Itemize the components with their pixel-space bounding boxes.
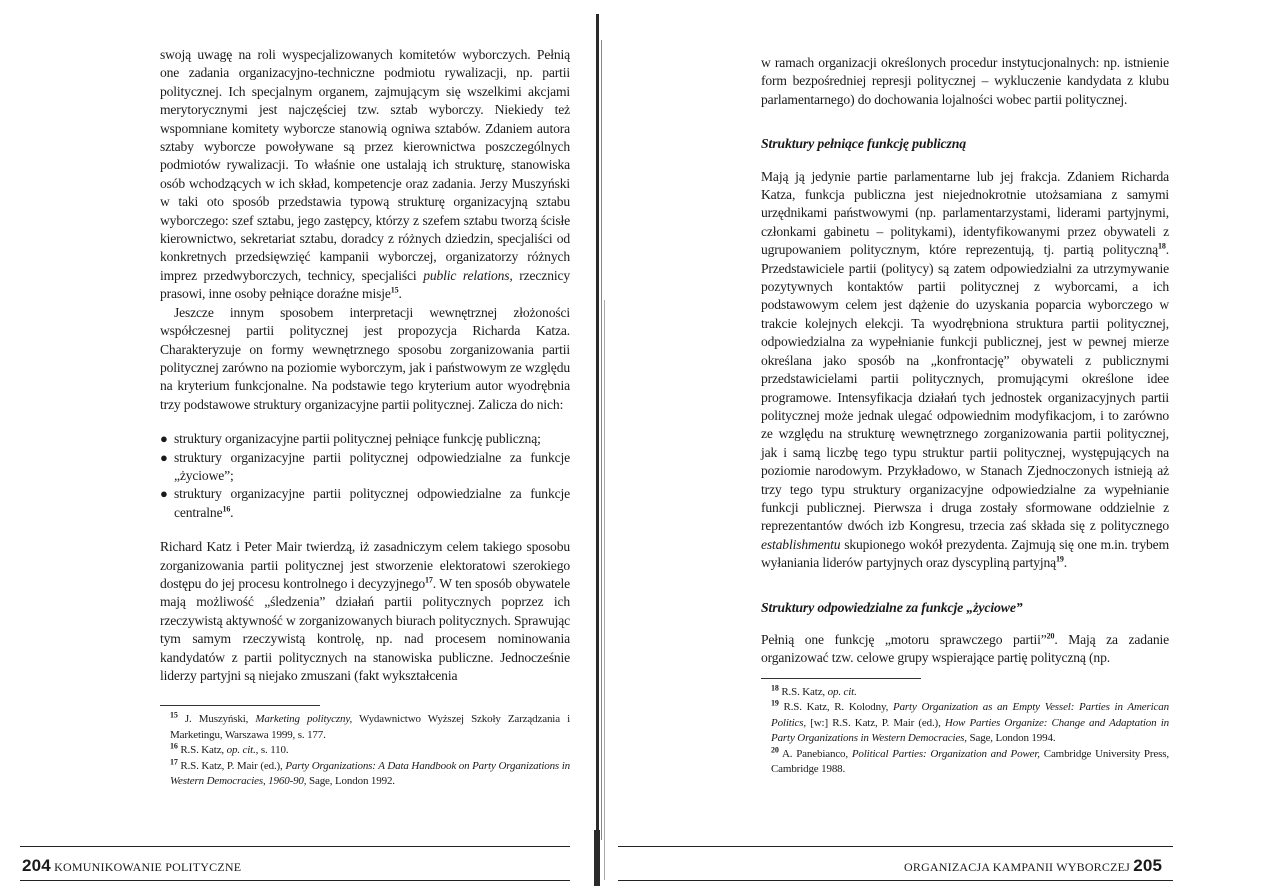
bullet-icon: ● xyxy=(160,449,168,465)
paragraph: Pełnią one funkcję „motoru sprawczego partii”$^{20}$. Mają za zadanie organizować tzw. celowe grupy wspierające partię polityczną (np. xyxy=(761,631,1169,666)
paragraph: w ramach organizacji określonych procedur instytucjonalnych: np. istnienie form bezpośredniej represji politycznej – wykluczenie kandydata z klubu parlamentarnego) do dochowania lojalności wobec partii politycznej. xyxy=(761,55,1169,107)
footnote-ref[interactable]: 16 xyxy=(222,504,231,514)
left-page xyxy=(0,0,600,894)
footnote-ref[interactable]: 18 xyxy=(1158,241,1166,251)
footnote: $^{19}$ R.S. Katz, R. Kolodny, Party Organization as an Empty Vessel: Parties in American Politics, [w:] R.S. Katz, P. Mair (ed.), How Parties Organize: Change and Adaptation in Party Organizations in Western Democracies, Sage, London 1994. xyxy=(771,698,1169,745)
left-footer xyxy=(22,856,241,876)
footnote: $^{20}$ A. Panebianco, Political Parties: Organization and Power, Cambridge University Press, Cambridge 1988. xyxy=(771,745,1169,776)
bullet-list xyxy=(160,430,570,522)
footnote: $^{15}$ J. Muszyński, Marketing polityczny, Wydawnictwo Wyższej Szkoły Zarządzania i Marketingu, Warszawa 1999, s. 177. xyxy=(170,710,570,741)
footnote-divider xyxy=(160,705,320,706)
footnote-ref[interactable]: 17 xyxy=(425,575,433,585)
bullet-icon: ● xyxy=(160,486,168,502)
footnotes xyxy=(160,712,570,790)
footer-rule xyxy=(20,846,570,847)
list-item: ● struktury organizacyjne partii politycznej odpowiedzialne za funkcje centralne$^{16}$. xyxy=(160,486,570,520)
book-binding xyxy=(592,0,618,894)
page-number: 205 xyxy=(1133,856,1163,875)
footnote-ref[interactable]: 20 xyxy=(1046,631,1055,641)
running-title: ORGANIZACJA KAMPANII WYBORCZEJ xyxy=(904,860,1131,874)
list-item: ● struktury organizacyjne partii politycznej odpowiedzialne za funkcje „życiowe”; xyxy=(160,449,570,483)
paragraph: Mają ją jedynie partie parlamentarne lub jej frakcja. Zdaniem Richarda Katza, funkcja publiczna jest niejednokrotnie utożsamiana z samymi urzędnikami państwowymi (np. parlamentarzystami, liderami partyjnymi, członkami gabinetu – politykami), identyfikowanymi przez obywateli z ugrupowaniem politycznym, które reprezentują, tj. partią polityczną$^{18}$. Przedstawiciele partii (politycy) są zatem odpowiedzialni za utrzymywanie pozytywnych kontaktów partii politycznej z wyborcami, a ich podstawowym celem jest dążenie do uzyskania poparcia wyborczego w trakcie kolejnych elekcji. Ta wyodrębniona struktura partii politycznej, odpowiedzialna za wypełnianie funkcji publicznej, jest w pewnej mierze określana jako sposób na „konfrontację” obywateli z publicznymi przedstawicielami partii politycznych, promującymi określone idee programowe. Intensyfikacja działań tych jednostek organizacyjnych partii politycznej może jednak ulegać odpowiednim modyfikacjom, i to zarówno ze względu na strukturę wewnętrznego zorganizowania partii politycznej, jak i samą liczbę tego typu struktur partii politycznej, występujących na poziomie narodowym. Przykładowo, w Stanach Zjednoczonych istnieją aż trzy tego typu struktury organizacyjne odpowiedzialne za wypełnianie funkcji publicznej. Pierwsza i druga zostały sformowane oddzielnie z reprezentantów dwóch izb Kongresu, trzecia zaś składa się z politycznego establishmentu skupionego wokół prezydenta. Zajmują się one m.in. trybem wyłaniania liderów partyjnych oraz dyscypliną partyjną$^{19}$. xyxy=(761,168,1169,571)
footer-rule xyxy=(618,880,1173,881)
left-body-text xyxy=(160,46,570,790)
right-footer xyxy=(904,856,1162,876)
running-title: KOMUNIKOWANIE POLITYCZNE xyxy=(54,860,242,874)
footer-rule xyxy=(20,880,570,881)
paragraph: swoją uwagę na roli wyspecjalizowanych komitetów wyborczych. Pełnią one zadania organizacyjno-techniczne podmiotu rywalizacji, np. partii politycznej. Ich specjalnym organem, zajmującym się wszelkimi akcjami merytorycznymi jest najczęściej tzw. sztab wyborczy. Niekiedy też wspomniane komitety wyborcze stanowią ogniwa sztabów. Zdaniem autora sztaby wyborcze powoływane są przez kierownictwa poszczególnych podmiotów rywalizacji. To właśnie one ustalają ich strukturę, stanowiska osób wchodzących w ich skład, kompetencje oraz zadania. Jerzy Muszyński w taki oto sposób przedstawia typową strukturę organizacyjną sztabu wyborczego: szef sztabu, jego zastępcy, którzy z szefem sztabu tworzą ścisłe kierownictwo, sekretariat sztabu, doradcy z różnych dziedzin, specjaliści od konkretnych przedsięwzięć kampanii wyborczej, organizatorzy różnych imprez przedwyborczych, technicy, specjaliści public relations, rzecznicy prasowi, inne osoby pełniące doraźne misje$^{15}$. xyxy=(160,47,570,302)
list-item: ● struktury organizacyjne partii politycznej pełniące funkcję publiczną; xyxy=(160,430,570,448)
footnote: $^{16}$ R.S. Katz, op. cit., s. 110. xyxy=(170,741,289,757)
footnote: $^{17}$ R.S. Katz, P. Mair (ed.), Party Organizations: A Data Handbook on Party Organizations in Western Democracies, 1960-90, Sage, London 1992. xyxy=(170,757,570,788)
paragraph: Richard Katz i Peter Mair twierdzą, iż zasadniczym celem takiego sposobu zorganizowania partii politycznej jest stworzenie elektoratowi szerokiego dostępu do jej procesu kontrolnego i decyzyjnego$^{17}$. W ten sposób obywatele mają możliwość „śledzenia” działań partii politycznych poprzez ich rzeczywistą aktywność w zorganizowanych biurach politycznych. Sprawując tym samym rzeczywistą kontrolę, np. nad procesem nominowania kandydatów z partii politycznych na stanowiska publiczne. Jednocześnie liderzy partyjni są niejako zmuszani (fakt wykształcenia xyxy=(160,539,570,683)
page-number: 204 xyxy=(22,856,51,875)
section-heading: Struktury odpowiedzialne za funkcje „życiowe” xyxy=(761,599,1023,615)
paragraph: Jeszcze innym sposobem interpretacji wewnętrznej złożoności współczesnej partii politycznej jest propozycja Richarda Katza. Charakteryzuje on formy wewnętrznego sposobu zorganizowania partii politycznej zarówno na poziomie wyborczym, jak i państwowym ze względu na kryterium funkcjonalne. Na podstawie tego kryterium autor wyodrębnia trzy podstawowe struktury organizacyjne partii politycznej. Zalicza do nich: xyxy=(160,304,570,412)
bullet-icon: ● xyxy=(160,431,168,447)
footnote-divider xyxy=(761,678,921,679)
right-body-text xyxy=(761,54,1169,778)
footer-rule xyxy=(618,846,1173,847)
footnote-ref[interactable]: 19 xyxy=(1056,554,1064,564)
footnotes xyxy=(761,685,1169,778)
footnote-ref[interactable]: 15 xyxy=(390,285,399,295)
section-heading: Struktury pełniące funkcję publiczną xyxy=(761,136,967,152)
right-page xyxy=(618,0,1262,894)
footnote: $^{18}$ R.S. Katz, op. cit. xyxy=(771,683,857,698)
